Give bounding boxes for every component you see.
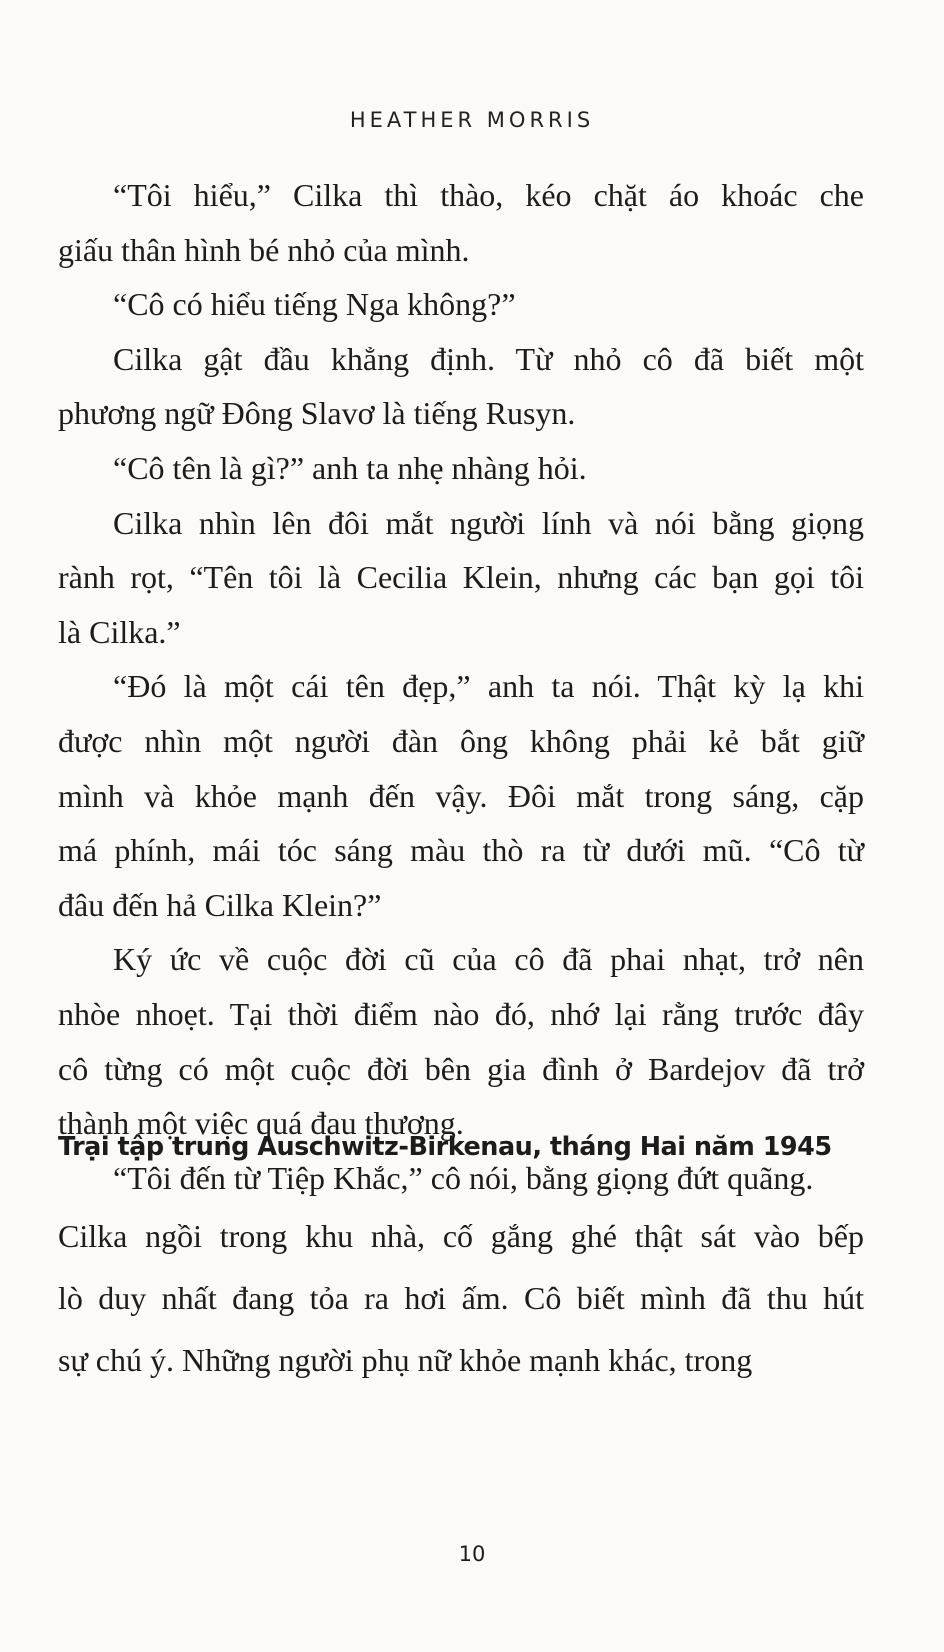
text-line: sự chú ý. Những người phụ nữ khỏe mạnh khác, trong [58,1342,753,1378]
running-header: HEATHER MORRIS [349,108,595,132]
text-line: phương ngữ Đông Slavơ là tiếng Rusyn. [58,395,576,432]
text-line: Cilka gật đầu khẳng định. Từ nhỏ cô đã biết một [113,340,864,377]
text-line: “Đó là một cái tên đẹp,” anh ta nói. Thật kỳ lạ khi [113,668,864,705]
text-line: là Cilka.” [58,613,181,650]
text-line: “Cô có hiểu tiếng Nga không?” [113,286,516,323]
paragraph [58,332,864,441]
text-line: giấu thân hình bé nhỏ của mình. [58,231,470,268]
text-line: mình và khỏe mạnh đến vậy. Đôi mắt trong sáng, cặp [58,777,864,814]
body-text [58,168,864,1205]
text-line: “Tôi đến từ Tiệp Khắc,” cô nói, bằng giọng đứt quãng. [113,1159,814,1196]
paragraph [58,277,864,332]
text-line: Cilka ngồi trong khu nhà, cố gắng ghé thật sát vào bếp [58,1218,864,1254]
text-line: Ký ức về cuộc đời cũ của cô đã phai nhạt, trở nên [113,941,864,978]
text-line: được nhìn một người đàn ông không phải kẻ bắt giữ [58,722,864,759]
text-line: lò duy nhất đang tỏa ra hơi ấm. Cô biết mình đã thu hút [58,1280,864,1316]
paragraph [58,496,864,660]
text-line: “Cô tên là gì?” anh ta nhẹ nhàng hỏi. [113,449,587,486]
paragraph [58,168,864,277]
text-line: Cilka nhìn lên đôi mắt người lính và nói bằng giọng [113,504,864,541]
paragraph [58,659,864,932]
text-line: cô từng có một cuộc đời bên gia đình ở Bardejov đã trở [58,1050,864,1087]
text-line: má phính, mái tóc sáng màu thò ra từ dưới mũ. “Cô từ [58,832,864,869]
page-number: 10 [458,1542,486,1566]
paragraph [58,932,864,1150]
paragraph [58,441,864,496]
text-line: đâu đến hả Cilka Klein?” [58,886,382,923]
body-text-continued [58,1205,864,1391]
text-line: thành một việc quá đau thương. [58,1105,464,1142]
text-line: “Tôi hiểu,” Cilka thì thào, kéo chặt áo khoác che [113,177,864,213]
text-line: rành rọt, “Tên tôi là Cecilia Klein, nhưng các bạn gọi tôi [58,559,864,596]
text-line: nhòe nhoẹt. Tại thời điểm nào đó, nhớ lại rằng trước đây [58,995,864,1032]
section-heading: Trại tập trung Auschwitz-Birkenau, tháng Hai năm 1945 [58,1132,832,1162]
